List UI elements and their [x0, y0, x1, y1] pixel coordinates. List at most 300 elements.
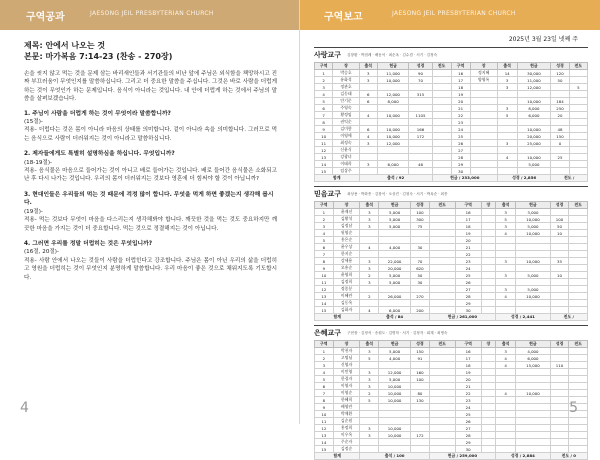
table-cell [550, 286, 569, 293]
table-cell: 권익순 [333, 119, 359, 126]
table-cell [411, 383, 430, 390]
table-cell [359, 84, 377, 91]
column-header: 출석 [496, 202, 516, 209]
table-row [315, 244, 588, 251]
table-cell [551, 147, 569, 154]
table-cell [569, 70, 587, 77]
column-header: 구역 [315, 202, 334, 209]
table-cell [379, 237, 411, 244]
table-cell: 17 [451, 77, 470, 84]
table-cell: 7 [315, 112, 333, 119]
table-cell [550, 418, 569, 425]
table-cell: 17 [455, 355, 481, 362]
table-cell [550, 293, 569, 300]
table-cell [569, 307, 588, 314]
table-cell: 27 [451, 147, 470, 154]
table-cell [432, 70, 451, 77]
table-cell [517, 168, 551, 175]
table-cell: 김순원 [333, 418, 360, 425]
table-cell [481, 369, 496, 376]
table-row [315, 84, 588, 91]
table-cell [432, 154, 451, 161]
table-row [315, 293, 588, 300]
table-row [315, 411, 588, 418]
column-header: 구역 [451, 63, 470, 70]
table-cell: 11 [315, 140, 333, 147]
table-cell: 5,000 [517, 161, 551, 168]
total-cell: 출석 / 84 [360, 314, 429, 321]
table-cell: 7 [315, 251, 334, 258]
column-header: 전도 [569, 341, 588, 348]
table-cell [569, 126, 587, 133]
table-cell: 12,000 [377, 91, 408, 98]
table-cell [377, 84, 408, 91]
column-header: 장 [333, 341, 360, 348]
table-cell: 28 [455, 293, 481, 300]
table-cell: 22 [451, 112, 470, 119]
table-cell: 6 [315, 244, 334, 251]
table-cell [569, 369, 588, 376]
table-cell: 12,000 [517, 84, 551, 91]
table-cell [569, 98, 587, 105]
district-header [314, 325, 588, 340]
table-cell [516, 376, 550, 383]
table-cell: 4,000 [516, 348, 550, 355]
total-cell: 성경 / 2,441 [496, 314, 551, 321]
table-row [315, 376, 588, 383]
table-cell [550, 446, 569, 453]
table-cell [432, 140, 451, 147]
table-cell: 3 [497, 105, 517, 112]
table-cell [569, 133, 587, 140]
table-cell: 4 [496, 390, 516, 397]
table-cell [496, 432, 516, 439]
church-name-label: JAESONG JEIL PRESBYTERIAN CHURCH [90, 10, 214, 17]
table-cell [481, 411, 496, 418]
table-row [315, 251, 588, 258]
table-cell: 12,000 [379, 369, 411, 376]
table-cell: 10,000 [516, 216, 550, 223]
table-cell [481, 362, 496, 369]
table-cell: 29 [455, 439, 481, 446]
table-cell: 5 [315, 237, 334, 244]
table-cell [481, 355, 496, 362]
table-cell: 7 [315, 390, 334, 397]
table-cell [516, 265, 550, 272]
table-cell [429, 307, 455, 314]
table-cell: 19 [455, 230, 481, 237]
column-header: 장 [333, 63, 359, 70]
table-cell: 22 [455, 251, 481, 258]
table-cell [432, 147, 451, 154]
table-cell [411, 411, 430, 418]
table-cell: 150 [551, 133, 569, 140]
table-cell [569, 348, 588, 355]
total-row [315, 314, 588, 321]
table-row [315, 369, 588, 376]
table-row [315, 161, 588, 168]
table-cell [569, 161, 587, 168]
table-row [315, 91, 588, 98]
table-cell [411, 237, 430, 244]
table-cell [496, 244, 516, 251]
table-row [315, 279, 588, 286]
district-header [314, 186, 588, 201]
table-row [315, 446, 588, 453]
table-cell [409, 147, 432, 154]
table-cell: 10,000 [516, 390, 550, 397]
table-cell [481, 300, 496, 307]
total-cell: 헌금 / 233,000 [432, 175, 497, 182]
question: 1. 주님이 사람을 더럽게 하는 것이 무엇이라 말씀합니까? [24, 110, 171, 117]
table-cell: 3 [360, 258, 379, 265]
table-cell [409, 105, 432, 112]
table-row [315, 355, 588, 362]
table-cell: 184 [551, 98, 569, 105]
table-cell [569, 216, 588, 223]
table-cell: 8,000 [377, 98, 408, 105]
table-cell [516, 279, 550, 286]
table-cell: 15,000 [516, 362, 550, 369]
table-cell [496, 418, 516, 425]
table-cell [569, 376, 588, 383]
table-cell: 48 [551, 126, 569, 133]
table-cell: 3 [360, 209, 379, 216]
table-cell: 26 [455, 418, 481, 425]
table-cell: 3 [315, 84, 333, 91]
table-cell: 홍정희 [333, 425, 360, 432]
table-cell: 10,000 [516, 258, 550, 265]
table-cell [432, 105, 451, 112]
table-cell: 1 [315, 209, 334, 216]
table-cell [429, 390, 455, 397]
table-cell [496, 404, 516, 411]
table-row [315, 300, 588, 307]
table-cell [516, 446, 550, 453]
table-cell: 6,000 [377, 161, 408, 168]
table-cell [496, 425, 516, 432]
table-cell [432, 119, 451, 126]
column-header: 장 [333, 202, 360, 209]
table-cell: 주영숙 [333, 105, 359, 112]
table-cell: 3 [360, 279, 379, 286]
table-cell: 황정임 [333, 112, 359, 119]
table-cell: 박천자 [333, 348, 360, 355]
table-row [315, 168, 588, 175]
table-cell: 10,000 [516, 293, 550, 300]
table-cell [569, 279, 588, 286]
table-cell: 1 [315, 348, 334, 355]
table-cell: 5,000 [379, 376, 411, 383]
column-header: 구역 [455, 202, 481, 209]
table-cell: 4 [359, 112, 377, 119]
table-cell [360, 286, 379, 293]
table-cell: 25 [455, 272, 481, 279]
table-cell [360, 237, 379, 244]
table-cell [569, 272, 588, 279]
table-cell [377, 154, 408, 161]
table-cell [359, 119, 377, 126]
table-cell [497, 91, 517, 98]
table-cell: 110 [550, 362, 569, 369]
column-header: 헌금 [516, 341, 550, 348]
table-cell: 14 [315, 300, 334, 307]
table-row [315, 98, 588, 105]
column-header: 헌금 [516, 202, 550, 209]
table-cell [496, 397, 516, 404]
table-cell [496, 446, 516, 453]
table-cell: 14 [497, 70, 517, 77]
table-cell: 9 [315, 404, 334, 411]
table-cell [516, 397, 550, 404]
table-cell [569, 446, 588, 453]
table-cell [481, 230, 496, 237]
sermon-scripture: 본문: 마가복음 7:14-23 (찬송 - 270장) [24, 52, 173, 61]
table-cell: 김미향 [333, 126, 359, 133]
table-cell: 28 [455, 432, 481, 439]
district-header [314, 47, 588, 62]
table-cell [516, 425, 550, 432]
table-cell: 안기준 [333, 98, 359, 105]
table-cell [379, 251, 411, 258]
table-cell [360, 251, 379, 258]
table-cell: 13 [315, 432, 334, 439]
table-cell [569, 439, 588, 446]
table-cell [569, 147, 587, 154]
table-cell [481, 272, 496, 279]
table-cell [481, 404, 496, 411]
table-cell [360, 418, 379, 425]
table-cell [429, 279, 455, 286]
table-cell [432, 161, 451, 168]
table-cell: 3 [360, 369, 379, 376]
table-cell: 3 [496, 272, 516, 279]
table-cell: 박애환 [333, 411, 360, 418]
table-cell: 2 [360, 390, 379, 397]
table-cell [481, 293, 496, 300]
question-reference: (16절, 20절)- [24, 249, 59, 256]
district-report [314, 186, 588, 321]
table-cell [517, 147, 551, 154]
table-cell [429, 425, 455, 432]
table-cell: 14 [315, 439, 334, 446]
column-header: 성경 [409, 63, 432, 70]
table-row [315, 272, 588, 279]
table-cell [470, 84, 497, 91]
column-header: 성경 [551, 63, 569, 70]
table-cell: 5 [360, 355, 379, 362]
table-cell: 11,000 [517, 77, 551, 84]
table-cell [569, 237, 588, 244]
table-cell [481, 348, 496, 355]
table-cell: 임상주 [333, 168, 359, 175]
table-cell [496, 251, 516, 258]
table-cell [481, 258, 496, 265]
table-cell [470, 105, 497, 112]
table-cell [429, 348, 455, 355]
table-cell [516, 411, 550, 418]
table-cell: 172 [411, 432, 430, 439]
total-cell: 헌금 / 259,000 [429, 453, 495, 460]
table-cell [497, 126, 517, 133]
table-cell [496, 307, 516, 314]
table-cell [481, 432, 496, 439]
total-cell: 전도 / [550, 314, 587, 321]
table-cell [429, 216, 455, 223]
table-cell: 6 [359, 91, 377, 98]
table-cell: 4,000 [379, 244, 411, 251]
table-row [315, 439, 588, 446]
table-row [315, 425, 588, 432]
table-cell [516, 418, 550, 425]
table-row [315, 265, 588, 272]
table-row [315, 77, 588, 84]
table-cell [551, 119, 569, 126]
table-cell: 5,000 [379, 223, 411, 230]
question-reference: (15절)- [24, 119, 43, 126]
table-cell: 25,000 [517, 140, 551, 147]
table-cell: 17 [455, 216, 481, 223]
table-cell: 20,000 [517, 133, 551, 140]
table-cell [569, 390, 588, 397]
table-cell [429, 397, 455, 404]
table-cell: 3 [496, 209, 516, 216]
table-cell: 10,000 [379, 432, 411, 439]
table-row [315, 133, 588, 140]
table-cell: 270 [411, 293, 430, 300]
table-cell: 10,000 [379, 390, 411, 397]
table-cell [550, 300, 569, 307]
table-cell: 23 [455, 397, 481, 404]
district-staff: 김창환 · 박점례 · 배동석 · 최순옥 · 김수겸 · 서기 · 김정숙 [347, 52, 438, 57]
table-cell [516, 251, 550, 258]
table-cell: 18 [451, 84, 470, 91]
table-cell: 21 [455, 383, 481, 390]
table-cell [481, 383, 496, 390]
table-cell [360, 411, 379, 418]
table-cell: 4 [497, 154, 517, 161]
table-cell: 9 [315, 126, 333, 133]
table-cell: 10 [315, 133, 333, 140]
table-cell [432, 168, 451, 175]
table-cell [429, 230, 455, 237]
table-cell: 20,000 [379, 265, 411, 272]
table-cell: 10,000 [379, 425, 411, 432]
table-cell: 16 [455, 348, 481, 355]
table-cell [429, 404, 455, 411]
table-cell [429, 251, 455, 258]
table-cell [496, 265, 516, 272]
table-cell [516, 404, 550, 411]
table-cell [429, 300, 455, 307]
table-cell [516, 432, 550, 439]
table-cell: 24 [455, 404, 481, 411]
table-cell [470, 161, 497, 168]
table-cell: 10,000 [377, 126, 408, 133]
table-cell: 20 [551, 112, 569, 119]
table-cell: 3 [360, 425, 379, 432]
table-cell: 10,000 [379, 397, 411, 404]
table-cell [411, 446, 430, 453]
table-cell: 10,000 [516, 230, 550, 237]
sermon-title: 제목: 안에서 나오는 것 [24, 41, 106, 50]
question-application: 적용- 사람 안에서 나오는 것들이 사람을 더럽힌다고 강조합니다. 주님은 몸이 아닌 우리의 삶을 더럽히고 영원을 더럽히는 것이 무엇인지 분명하게 말씀합니다. 우리 마음이 좋은 것으로 채워지도록 기도합시다. [24, 257, 277, 281]
total-cell: 합계 [315, 175, 360, 182]
table-cell: 18 [455, 223, 481, 230]
table-cell: 6,000 [517, 112, 551, 119]
table-cell: 70 [411, 258, 430, 265]
table-cell [429, 383, 455, 390]
sermon-intro: 손을 씻지 않고 먹는 것을 문제 삼는 바리새인들과 서기관들의 비난 앞에 주님은 외식함을 책망하시고 진짜 부끄러움이 무엇인지를 말씀하십니다. 그리고 더 중요한 말씀을 주십니다. 그것은 바로 사람을 더럽게 하는 것이 무엇인가 하는 문제입니다. 음식이 아니라는 것입니다. 내 안에 더럽게 하는 것에서 주님의 말씀을 살펴보겠습니다. [24, 71, 277, 103]
table-cell: 6,000 [516, 355, 550, 362]
table-cell: 5,000 [379, 209, 411, 216]
column-header: 헌금 [379, 341, 411, 348]
table-cell: 10,000 [377, 112, 408, 119]
table-cell [550, 376, 569, 383]
table-cell: 15 [315, 446, 334, 453]
table-cell [429, 272, 455, 279]
table-cell: 10,000 [379, 383, 411, 390]
table-cell: 24 [455, 265, 481, 272]
table-cell: 100 [411, 209, 430, 216]
table-cell [551, 91, 569, 98]
table-cell: 3 [360, 376, 379, 383]
table-cell [360, 300, 379, 307]
table-cell [429, 418, 455, 425]
table-cell: 3 [360, 216, 379, 223]
table-cell: 30 [455, 307, 481, 314]
table-cell: 15 [315, 168, 333, 175]
table-cell: 윤재선 [333, 209, 360, 216]
table-cell: 5 [315, 98, 333, 105]
table-cell [550, 279, 569, 286]
table-cell [411, 425, 430, 432]
table-cell: 김동옥 [333, 300, 360, 307]
column-header: 성경 [550, 341, 569, 348]
table-cell: 29 [451, 161, 470, 168]
column-header: 전도 [569, 63, 587, 70]
table-cell: 120 [551, 70, 569, 77]
table-cell: 5 [315, 376, 334, 383]
table-cell: 10,000 [377, 133, 408, 140]
report-date: 2025년 3월 23일 넷째 주 [508, 36, 578, 43]
table-cell: 10,000 [377, 77, 408, 84]
total-cell: 합계 [315, 314, 360, 321]
table-cell: 30,000 [517, 70, 551, 77]
table-cell [496, 411, 516, 418]
table-cell [496, 300, 516, 307]
table-cell [481, 209, 496, 216]
question-list [24, 110, 277, 282]
table-cell [569, 105, 587, 112]
question-reference: (18-19절)- [24, 159, 53, 166]
table-cell: 3 [360, 383, 379, 390]
column-header: 전도 [429, 202, 455, 209]
table-cell [432, 98, 451, 105]
table-cell: 26 [455, 279, 481, 286]
table-cell: 강세용 [333, 258, 360, 265]
table-cell: 10 [550, 272, 569, 279]
table-cell [497, 133, 517, 140]
table-cell: 5,000 [516, 223, 550, 230]
question-application: 적용- 더럽다는 것은 몸이 아니라 마음의 상태를 의미합니다. 겉이 아니라 속을 의미합니다. 그러므로 먹는 음식으로 사람이 더러워지는 것이 아니라고 말씀하십니다. [24, 127, 277, 142]
table-cell: 21 [451, 105, 470, 112]
table-row [315, 348, 588, 355]
table-cell: 28 [451, 154, 470, 161]
table-row [315, 432, 588, 439]
table-cell: 23 [455, 258, 481, 265]
table-cell: 5 [496, 216, 516, 223]
